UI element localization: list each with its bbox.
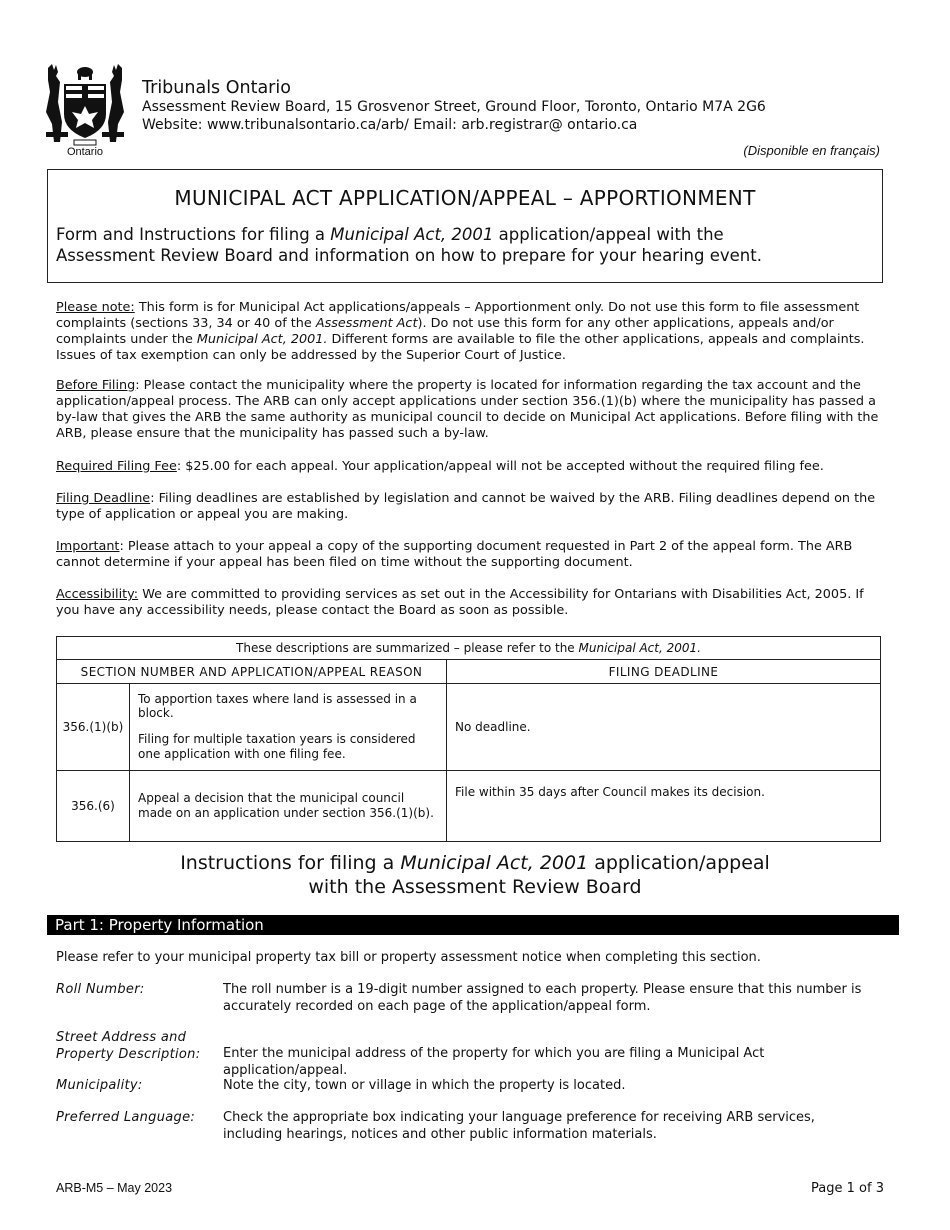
form-title: MUNICIPAL ACT APPLICATION/APPEAL – APPORTIONMENT	[174, 186, 756, 210]
filing-deadline-text: : Filing deadlines are established by legislation and cannot be waived by the ARB. Filing deadlines depend on the type of application or appeal you are making.	[56, 491, 876, 522]
section-number: 356.(1)(b)	[57, 684, 130, 771]
form-subtitle	[56, 224, 882, 266]
page-number: Page 1 of 3	[811, 1181, 884, 1196]
accessibility-text: We are committed to providing services as set out in the Accessibility for Ontarians with Disabilities Act, 2005. If you have any accessibility needs, please contact the Board as soon as possible.	[56, 587, 864, 618]
important-label: Important	[56, 539, 120, 554]
org-name: Tribunals Ontario	[142, 78, 291, 98]
before-filing-text: : Please contact the municipality where the property is located for information regarding the tax account and the application/appeal process. The ARB can only accept applications under section 356.(1)(b) where the municipality has passed a by-law that gives the ARB the same authority as municipal council to decide on Municipal Act applications. Before filing with the ARB, please ensure that the municipality has passed such a by-law.	[56, 378, 879, 441]
term-street-address	[56, 1030, 200, 1063]
part-1-heading: Part 1: Property Information	[55, 916, 264, 934]
definition-street-address: Enter the municipal address of the property for which you are filing a Municipal Act application/appeal.	[223, 1046, 765, 1078]
instructions-text-a: Instructions for filing a	[180, 852, 401, 874]
important-paragraph	[56, 539, 890, 571]
table-caption-act: Municipal Act, 2001.	[578, 641, 701, 655]
table-caption	[57, 637, 881, 660]
filing-fee-label: Required Filing Fee	[56, 459, 177, 474]
instructions-text-b: application/appeal	[588, 852, 770, 874]
term-street-address-b: Property Description:	[56, 1046, 201, 1062]
column-header-section: SECTION NUMBER AND APPLICATION/APPEAL REASON	[57, 660, 447, 684]
ontario-coat-of-arms-logo	[42, 62, 128, 162]
definition-preferred-language: Check the appropriate box indicating your language preference for receiving ARB services, including hearings, notices and other public information materials.	[223, 1110, 815, 1142]
please-note-text-3: Different forms are available to file the other applications, appeals and complaints. Issues of tax exemption can only be addressed by the Superior Court of Justice.	[56, 332, 865, 363]
before-filing-paragraph	[56, 378, 890, 442]
filing-fee-paragraph	[56, 459, 890, 475]
french-availability-note: (Disponible en français)	[743, 143, 880, 158]
instructions-line-2: with the Assessment Review Board	[308, 876, 642, 898]
part-1-intro: Please refer to your municipal property tax bill or property assessment notice when completing this section.	[56, 950, 761, 965]
please-note-act-2: Municipal Act, 2001.	[196, 332, 328, 347]
please-note-text-1: This form is for Municipal Act applications/appeals – Apportionment only. Do not use this form to file assessment complaints (sections 33, 34 or 40 of the	[56, 300, 860, 331]
definition-municipality: Note the city, town or village in which the property is located.	[223, 1078, 626, 1093]
definition-roll-number: The roll number is a 19-digit number assigned to each property. Please ensure that this number is accurately recorded on each page of the application/appeal form.	[223, 982, 862, 1014]
instructions-act: Municipal Act, 2001	[400, 852, 589, 874]
org-contact	[142, 98, 766, 134]
accessibility-label: Accessibility:	[56, 587, 139, 602]
term-preferred-language: Preferred Language:	[56, 1110, 196, 1125]
reason-line-a: To apportion taxes where land is assessed in a block.	[138, 692, 417, 720]
filing-deadline-cell: File within 35 days after Council makes its decision.	[447, 771, 881, 842]
table-row	[57, 684, 881, 771]
application-reason	[130, 684, 447, 771]
subtitle-text-b: application/appeal with the	[493, 225, 724, 244]
accessibility-paragraph	[56, 587, 890, 619]
please-note-paragraph	[56, 300, 890, 364]
please-note-act-1: Assessment Act	[315, 316, 418, 331]
subtitle-text-a: Form and Instructions for filing a	[56, 225, 331, 244]
before-filing-label: Before Filing	[56, 378, 136, 393]
please-note-text-2: ). Do not use this form for any other applications, appeals and/or complaints under the	[56, 316, 834, 347]
logo-label: Ontario	[66, 146, 104, 158]
important-text: : Please attach to your appeal a copy of the supporting document requested in Part 2 of the appeal form. The ARB cannot determine if your appeal has been filed on time without the supporting document.	[56, 539, 853, 570]
table-row	[57, 771, 881, 842]
filing-deadline-cell: No deadline.	[447, 684, 881, 771]
filing-deadline-label: Filing Deadline	[56, 491, 151, 506]
term-street-address-a: Street Address and	[56, 1030, 187, 1045]
column-header-deadline: FILING DEADLINE	[447, 660, 881, 684]
subtitle-act: Municipal Act, 2001	[330, 225, 494, 244]
form-id: ARB-M5 – May 2023	[56, 1181, 173, 1195]
reason-line-b: Filing for multiple taxation years is considered one application with one filing fee.	[138, 732, 416, 761]
table-caption-text: These descriptions are summarized – please refer to the	[236, 641, 579, 655]
term-municipality: Municipality:	[56, 1078, 143, 1093]
org-address: Assessment Review Board, 15 Grosvenor Street, Ground Floor, Toronto, Ontario M7A 2G6	[142, 99, 766, 115]
deadlines-table	[56, 636, 881, 842]
filing-fee-text: : $25.00 for each appeal. Your application/appeal will not be accepted without the required filing fee.	[176, 459, 824, 474]
form-title-box	[47, 169, 883, 283]
please-note-label: Please note:	[56, 300, 135, 315]
instructions-heading	[0, 851, 950, 899]
part-1-heading-bar	[47, 915, 899, 935]
application-reason: Appeal a decision that the municipal council made on an application under section 356.(1)(b).	[130, 771, 447, 842]
subtitle-text-c: Assessment Review Board and information on how to prepare for your hearing event.	[56, 246, 762, 265]
section-number: 356.(6)	[57, 771, 130, 842]
org-website-email: Website: www.tribunalsontario.ca/arb/ Email: arb.registrar@ ontario.ca	[142, 117, 638, 133]
filing-deadline-paragraph	[56, 491, 890, 523]
term-roll-number: Roll Number:	[56, 982, 145, 997]
